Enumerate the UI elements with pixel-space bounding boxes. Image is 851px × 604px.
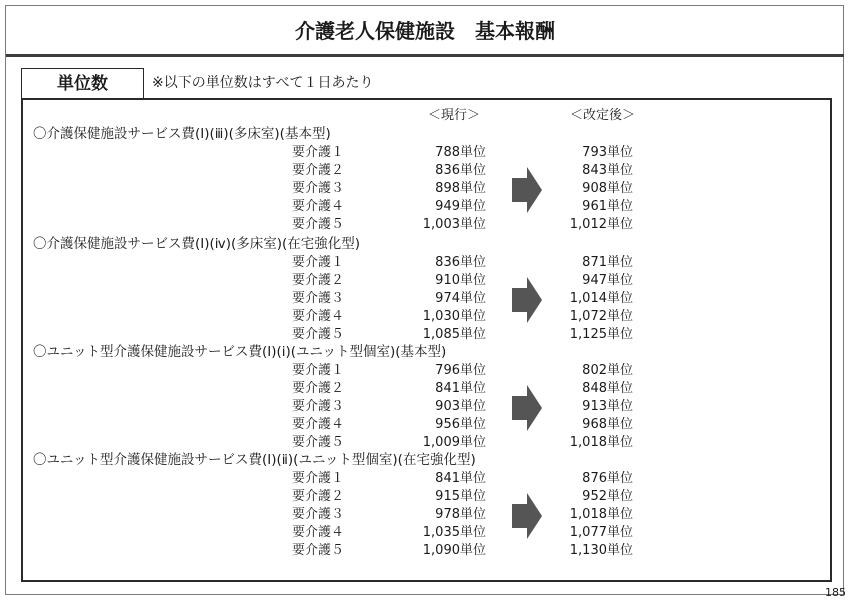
revised-units: 961単位	[582, 199, 633, 214]
care-level-label: 要介護３	[292, 507, 345, 522]
section-title: 〇ユニット型介護保健施設サービス費(Ⅰ)(ⅱ)(ユニット型個室)(在宅強化型)	[33, 452, 476, 468]
column-header-current: ＜現行＞	[428, 108, 481, 123]
current-units: 788単位	[435, 145, 486, 160]
current-units: 841単位	[435, 381, 486, 396]
current-units: 956単位	[435, 417, 486, 432]
care-level-label: 要介護２	[292, 381, 345, 396]
unit-label: 単位数	[21, 68, 144, 98]
revised-units: 947単位	[582, 273, 633, 288]
revised-units: 1,130単位	[569, 543, 633, 558]
care-level-label: 要介護５	[292, 435, 345, 450]
care-level-label: 要介護１	[292, 255, 345, 270]
revised-units: 1,125単位	[569, 327, 633, 342]
current-units: 841単位	[435, 471, 486, 486]
column-header-revised: ＜改定後＞	[570, 108, 636, 123]
care-level-label: 要介護３	[292, 399, 345, 414]
current-units: 1,085単位	[422, 327, 486, 342]
revised-units: 1,014単位	[569, 291, 633, 306]
current-units: 974単位	[435, 291, 486, 306]
revised-units: 913単位	[582, 399, 633, 414]
current-units: 796単位	[435, 363, 486, 378]
current-units: 949単位	[435, 199, 486, 214]
revised-units: 908単位	[582, 181, 633, 196]
care-level-label: 要介護２	[292, 273, 345, 288]
care-level-label: 要介護４	[292, 417, 345, 432]
care-level-label: 要介護４	[292, 199, 345, 214]
unit-note: ※以下の単位数はすべて１日あたり	[152, 75, 374, 91]
current-units: 1,003単位	[422, 217, 486, 232]
right-arrow-icon	[512, 277, 542, 323]
revised-units: 1,012単位	[569, 217, 633, 232]
current-units: 1,030単位	[422, 309, 486, 324]
care-level-label: 要介護４	[292, 525, 345, 540]
page-number: 185	[825, 586, 846, 599]
revised-units: 968単位	[582, 417, 633, 432]
revised-units: 871単位	[582, 255, 633, 270]
right-arrow-icon	[512, 493, 542, 539]
revised-units: 1,072単位	[569, 309, 633, 324]
current-units: 915単位	[435, 489, 486, 504]
current-units: 1,035単位	[422, 525, 486, 540]
care-level-label: 要介護１	[292, 145, 345, 160]
title-rule	[6, 54, 844, 57]
current-units: 1,090単位	[422, 543, 486, 558]
revised-units: 843単位	[582, 163, 633, 178]
right-arrow-icon	[512, 385, 542, 431]
current-units: 1,009単位	[422, 435, 486, 450]
current-units: 978単位	[435, 507, 486, 522]
revised-units: 802単位	[582, 363, 633, 378]
page-title: 介護老人保健施設 基本報酬	[295, 19, 555, 43]
current-units: 898単位	[435, 181, 486, 196]
revised-units: 1,018単位	[569, 507, 633, 522]
care-level-label: 要介護５	[292, 327, 345, 342]
right-arrow-icon	[512, 167, 542, 213]
care-level-label: 要介護１	[292, 363, 345, 378]
care-level-label: 要介護３	[292, 181, 345, 196]
revised-units: 1,077単位	[569, 525, 633, 540]
revised-units: 848単位	[582, 381, 633, 396]
current-units: 836単位	[435, 163, 486, 178]
current-units: 910単位	[435, 273, 486, 288]
revised-units: 1,018単位	[569, 435, 633, 450]
current-units: 903単位	[435, 399, 486, 414]
section-title: 〇ユニット型介護保健施設サービス費(Ⅰ)(ⅰ)(ユニット型個室)(基本型)	[33, 344, 447, 360]
revised-units: 952単位	[582, 489, 633, 504]
revised-units: 793単位	[582, 145, 633, 160]
care-level-label: 要介護４	[292, 309, 345, 324]
section-title: 〇介護保健施設サービス費(Ⅰ)(ⅲ)(多床室)(基本型)	[33, 126, 331, 142]
section-title: 〇介護保健施設サービス費(Ⅰ)(ⅳ)(多床室)(在宅強化型)	[33, 236, 361, 252]
current-units: 836単位	[435, 255, 486, 270]
revised-units: 876単位	[582, 471, 633, 486]
care-level-label: 要介護２	[292, 489, 345, 504]
care-level-label: 要介護１	[292, 471, 345, 486]
care-level-label: 要介護５	[292, 217, 345, 232]
care-level-label: 要介護３	[292, 291, 345, 306]
care-level-label: 要介護５	[292, 543, 345, 558]
care-level-label: 要介護２	[292, 163, 345, 178]
